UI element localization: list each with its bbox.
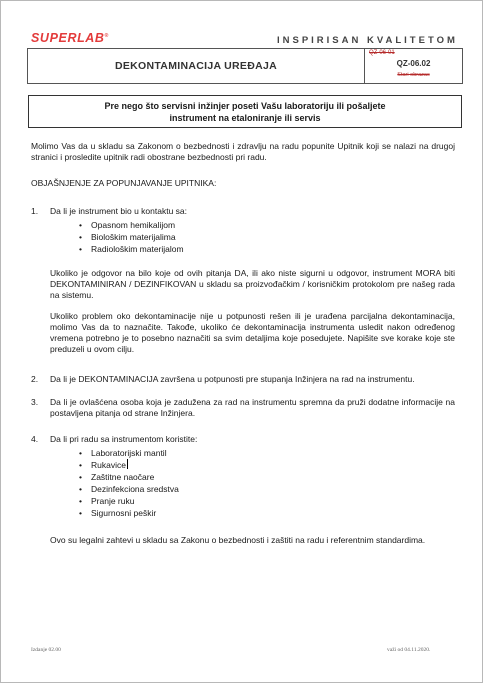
notice-line-2: instrument na etaloniranje ili servis — [169, 112, 321, 123]
footer-edition: Izdanje 02.00 — [31, 647, 61, 653]
contact-bullets — [79, 219, 455, 255]
bullet-item: • Rukavice — [79, 459, 455, 471]
list-item-4 — [31, 434, 455, 546]
bullet-item: • Zaštitne naočare — [79, 471, 455, 483]
notice-line-1: Pre nego što servisni inžinjer poseti Vašu laboratoriju ili pošaljete — [104, 100, 386, 111]
list-item-2 — [31, 374, 455, 385]
old-code-struck: QZ-06-01 — [369, 50, 395, 56]
item-1-paragraph-2: Ukoliko problem oko dekontaminacije nije u potpunosti rešen ili je urađena parcijalna dekontaminacija, molimo Vas da to naznačite. Takođe, ukoliko će dekontaminacija instrumenta usledit nakon određenog vremena potrebno je to posebno naznačiti sa svim detaljima koje posedujete. Napišite sve korake koje ste preduzeli u ovom cilju. — [50, 311, 455, 354]
bullet-item: • Pranje ruku — [79, 495, 455, 507]
item-text: Da li je DEKONTAMINACIJA završena u potpunosti pre stupanja Inžinjera na rad na instrumentu. — [50, 374, 415, 384]
instructions-heading: OBJAŠNJENJE ZA POPUNJAVANJE UPITNIKA: — [31, 178, 217, 188]
item-number: 2. — [31, 374, 39, 384]
item-text: Da li pri radu sa instrumentom koristite: — [50, 434, 198, 444]
bullet-item: • Biološkim materijalima — [79, 231, 455, 243]
item-text: Da li je ovlašćena osoba koja je zadužena za rad na instrumentu spremna da pruži dodatne informacije na postavljena pitanja od strane Inžinjera. — [50, 397, 455, 418]
notice-box — [28, 95, 462, 128]
item-1-paragraph-1: Ukoliko je odgovor na bilo koje od ovih pitanja DA, ili ako niste sigurni u odgovor, instrument MORA biti DEKONTAMINIRAN / DEZINFIKOVAN u skladu sa proizvođačkim / korisničkim protokolom pre našeg rada na sistemu. — [50, 268, 455, 300]
intro-paragraph: Molimo Vas da u skladu sa Zakonom o bezbednosti i zdravlju na radu popunite Upitnik koji se nalazi na drugoj stranici i prosledite upitnik radi obostrane bezbednosti pri radu. — [31, 141, 455, 162]
protection-bullets — [79, 447, 455, 519]
bullet-item: • Opasnom hemikalijom — [79, 219, 455, 231]
struck-note: Stari obrazac — [397, 72, 430, 78]
item-number: 4. — [31, 434, 39, 444]
list-item-3 — [31, 397, 455, 419]
footer-valid-from: važi od 04.11.2020. — [387, 647, 431, 653]
document-header-box — [27, 48, 463, 84]
tagline: INSPIRISAN KVALITETOM — [277, 35, 458, 46]
document-title: DEKONTAMINACIJA UREĐAJA — [28, 49, 365, 83]
text-cursor — [127, 459, 128, 469]
bullet-item: • Sigurnosni peškir — [79, 507, 455, 519]
document-code: QZ-06.02 — [396, 59, 431, 68]
item-number: 3. — [31, 397, 39, 407]
item-number: 1. — [31, 206, 39, 216]
document-code-cell — [365, 49, 462, 83]
bullet-item: • Laboratorijski mantil — [79, 447, 455, 459]
document-body — [31, 141, 455, 546]
list-item-1 — [31, 206, 455, 355]
superlab-logo: SUPERLAB® — [31, 31, 109, 45]
closing-paragraph: Ovo su legalni zahtevi u skladu sa Zakonu o bezbednosti i zaštiti na radu i referentnim standardima. — [50, 535, 426, 545]
bullet-item: • Radiološkim materijalom — [79, 243, 455, 255]
item-text: Da li je instrument bio u kontaktu sa: — [50, 206, 188, 216]
bullet-item: • Dezinfekciona sredstva — [79, 483, 455, 495]
